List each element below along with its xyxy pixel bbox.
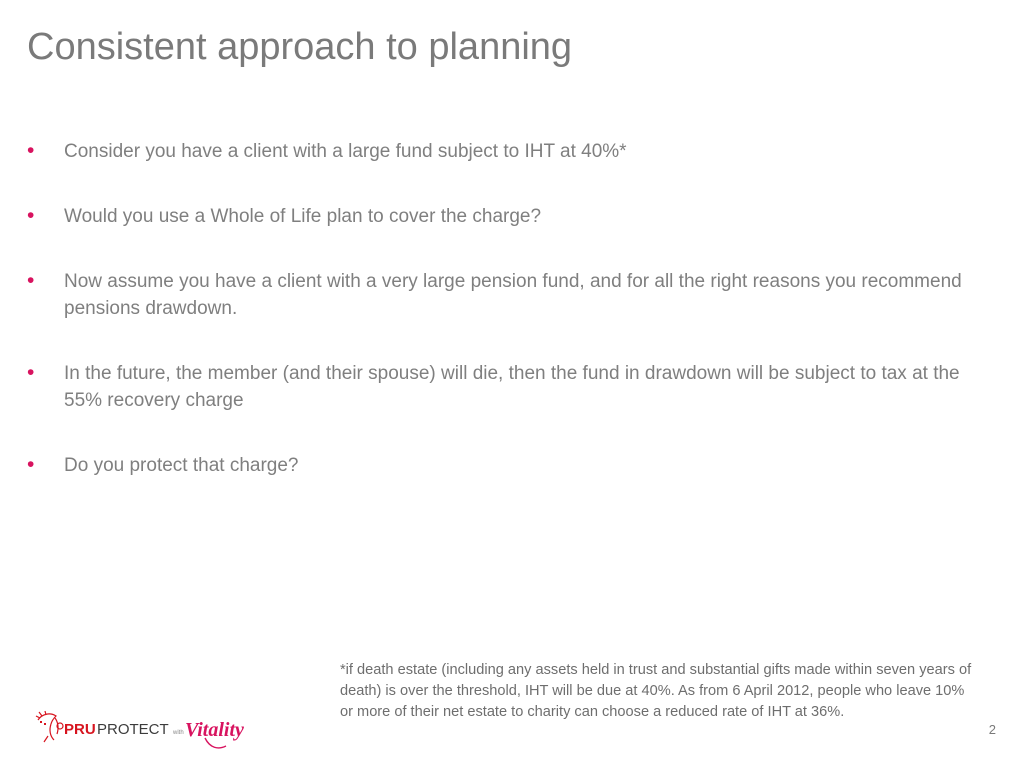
- bullet-marker: •: [27, 361, 35, 384]
- logo-with-text: with: [173, 730, 184, 736]
- logo-vitality-text: Vitality: [185, 719, 244, 741]
- bullet-text: Now assume you have a client with a very large pension fund, and for all the right reasons you recommend pensions drawdown.: [64, 271, 962, 319]
- bullet-text: Do you protect that charge?: [64, 455, 299, 476]
- logo-pru-text: PRU: [64, 721, 96, 738]
- footnote: *if death estate (including any assets held in trust and substantial gifts made within seven years of death) is over the threshold, IHT will be due at 40%. As from 6 April 2012, people who leave 10% or more of their net estate to charity can choose a reduced rate of IHT at 36%.: [340, 662, 972, 720]
- bullet-item: [27, 452, 987, 479]
- bullet-text: In the future, the member (and their spouse) will die, then the fund in drawdown will be subject to tax at the 55% recovery charge: [64, 363, 960, 411]
- bullet-marker: •: [27, 139, 35, 162]
- page-number: 2: [988, 722, 996, 737]
- bullet-item: [27, 360, 987, 414]
- bullet-text: Consider you have a client with a large fund subject to IHT at 40%*: [64, 141, 627, 162]
- logo-protect-text: PROTECT: [97, 721, 169, 738]
- bullet-marker: •: [27, 204, 35, 227]
- pruprotect-vitality-logo: [34, 706, 260, 754]
- prudence-figure-icon: [36, 711, 63, 742]
- bullet-marker: •: [27, 453, 35, 476]
- bullet-list: [27, 138, 987, 517]
- bullet-item: [27, 268, 987, 322]
- bullet-item: [27, 138, 987, 165]
- slide-title: Consistent approach to planning: [27, 26, 573, 68]
- bullet-text: Would you use a Whole of Life plan to cover the charge?: [64, 206, 542, 227]
- bullet-item: [27, 203, 987, 230]
- bullet-marker: •: [27, 269, 35, 292]
